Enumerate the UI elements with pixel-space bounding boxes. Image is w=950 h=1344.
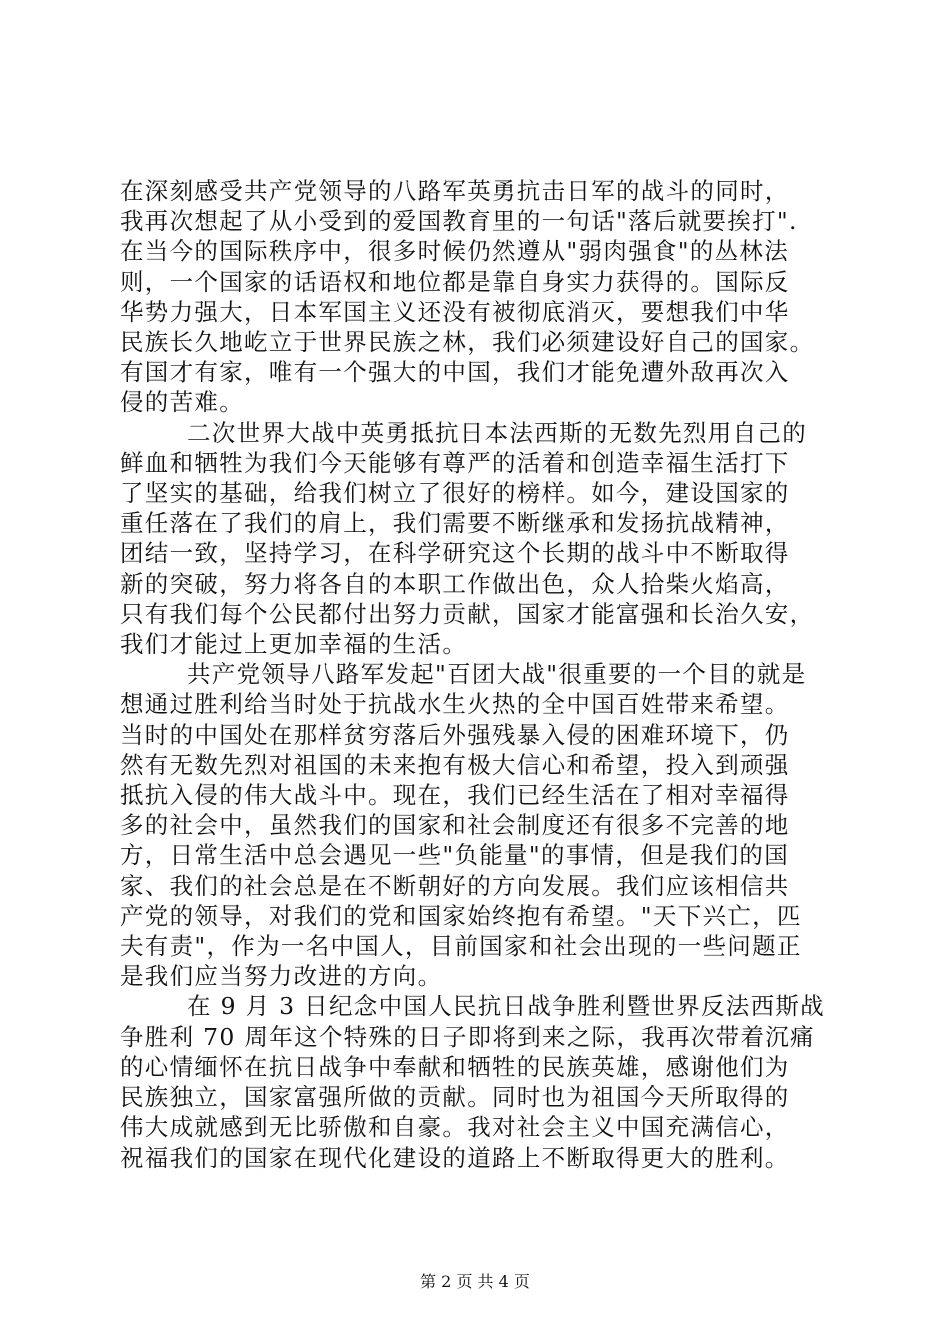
text-line: 我们才能过上更加幸福的生活。 bbox=[120, 630, 468, 659]
text-line: 团结一致，坚持学习，在科学研究这个长期的战斗中不断取得 bbox=[120, 539, 790, 568]
text-line: 在 9 月 3 日纪念中国人民抗日战争胜利暨世界反法西斯战 bbox=[187, 992, 825, 1021]
text-line: 产党的领导，对我们的党和国家始终抱有希望。"天下兴亡，匹 bbox=[120, 901, 802, 930]
text-line: 民族独立，国家富强所做的贡献。同时也为祖国今天所取得的 bbox=[120, 1083, 790, 1112]
text-line: 我再次想起了从小受到的爱国教育里的一句话"落后就要挨打". bbox=[120, 207, 798, 236]
text-line: 然有无数先烈对祖国的未来抱有极大信心和希望，投入到顽强 bbox=[120, 750, 790, 779]
text-line: 重任落在了我们的肩上，我们需要不断继承和发扬抗战精神， bbox=[120, 509, 790, 538]
text-line: 华势力强大，日本军国主义还没有被彻底消灭，要想我们中华 bbox=[120, 297, 790, 326]
paragraph-3 bbox=[120, 659, 835, 991]
page-number-footer: 第 2 页 共 4 页 bbox=[420, 1272, 530, 1291]
text-line: 的心情缅怀在抗日战争中奉献和牺牲的民族英雄，感谢他们为 bbox=[120, 1052, 790, 1081]
text-line: 是我们应当努力改进的方向。 bbox=[120, 962, 443, 991]
paragraph-2 bbox=[120, 418, 835, 660]
text-line: 了坚实的基础，给我们树立了很好的榜样。如今，建设国家的 bbox=[120, 479, 790, 508]
text-line: 多的社会中，虽然我们的国家和社会制度还有很多不完善的地 bbox=[120, 811, 790, 840]
paragraph-1 bbox=[120, 176, 835, 418]
text-line: 家、我们的社会总是在不断朝好的方向发展。我们应该相信共 bbox=[120, 871, 790, 900]
text-line: 鲜血和牺牲为我们今天能够有尊严的活着和创造幸福生活打下 bbox=[120, 448, 790, 477]
text-line: 只有我们每个公民都付出努力贡献，国家才能富强和长治久安， bbox=[120, 599, 815, 628]
text-line: 伟大成就感到无比骄傲和自豪。我对社会主义中国充满信心， bbox=[120, 1113, 790, 1142]
text-line: 祝福我们的国家在现代化建设的道路上不断取得更大的胜利。 bbox=[120, 1143, 790, 1172]
text-line: 夫有责"，作为一名中国人，目前国家和社会出现的一些问题正 bbox=[120, 932, 802, 961]
text-line: 在深刻感受共产党领导的八路军英勇抗击日军的战斗的同时， bbox=[120, 177, 790, 205]
text-line: 当时的中国处在那样贫穷落后外强残暴入侵的困难环境下，仍 bbox=[120, 720, 790, 749]
text-line: 民族长久地屹立于世界民族之林，我们必须建设好自己的国家。 bbox=[120, 328, 815, 357]
text-line: 想通过胜利给当时处于抗战水生火热的全中国百姓带来希望。 bbox=[120, 690, 790, 719]
text-line: 二次世界大战中英勇抵抗日本法西斯的无数先烈用自己的 bbox=[187, 418, 807, 447]
text-line: 则，一个国家的话语权和地位都是靠自身实力获得的。国际反 bbox=[120, 267, 790, 296]
text-line: 抵抗入侵的伟大战斗中。现在，我们已经生活在了相对幸福得 bbox=[120, 781, 790, 810]
text-line: 共产党领导八路军发起"百团大战"很重要的一个目的就是 bbox=[187, 660, 807, 689]
document-body bbox=[120, 176, 835, 1173]
text-line: 在当今的国际秩序中，很多时候仍然遵从"弱肉强食"的丛林法 bbox=[120, 237, 790, 266]
text-line: 有国才有家，唯有一个强大的中国，我们才能免遭外敌再次入 bbox=[120, 358, 790, 387]
paragraph-4 bbox=[120, 991, 835, 1172]
text-line: 新的突破，努力将各自的本职工作做出色，众人拾柴火焰高， bbox=[120, 569, 790, 598]
text-line: 侵的苦难。 bbox=[120, 388, 244, 417]
text-line: 方，日常生活中总会遇见一些"负能量"的事情，但是我们的国 bbox=[120, 841, 790, 870]
text-line: 争胜利 70 周年这个特殊的日子即将到来之际，我再次带着沉痛 bbox=[120, 1022, 815, 1051]
